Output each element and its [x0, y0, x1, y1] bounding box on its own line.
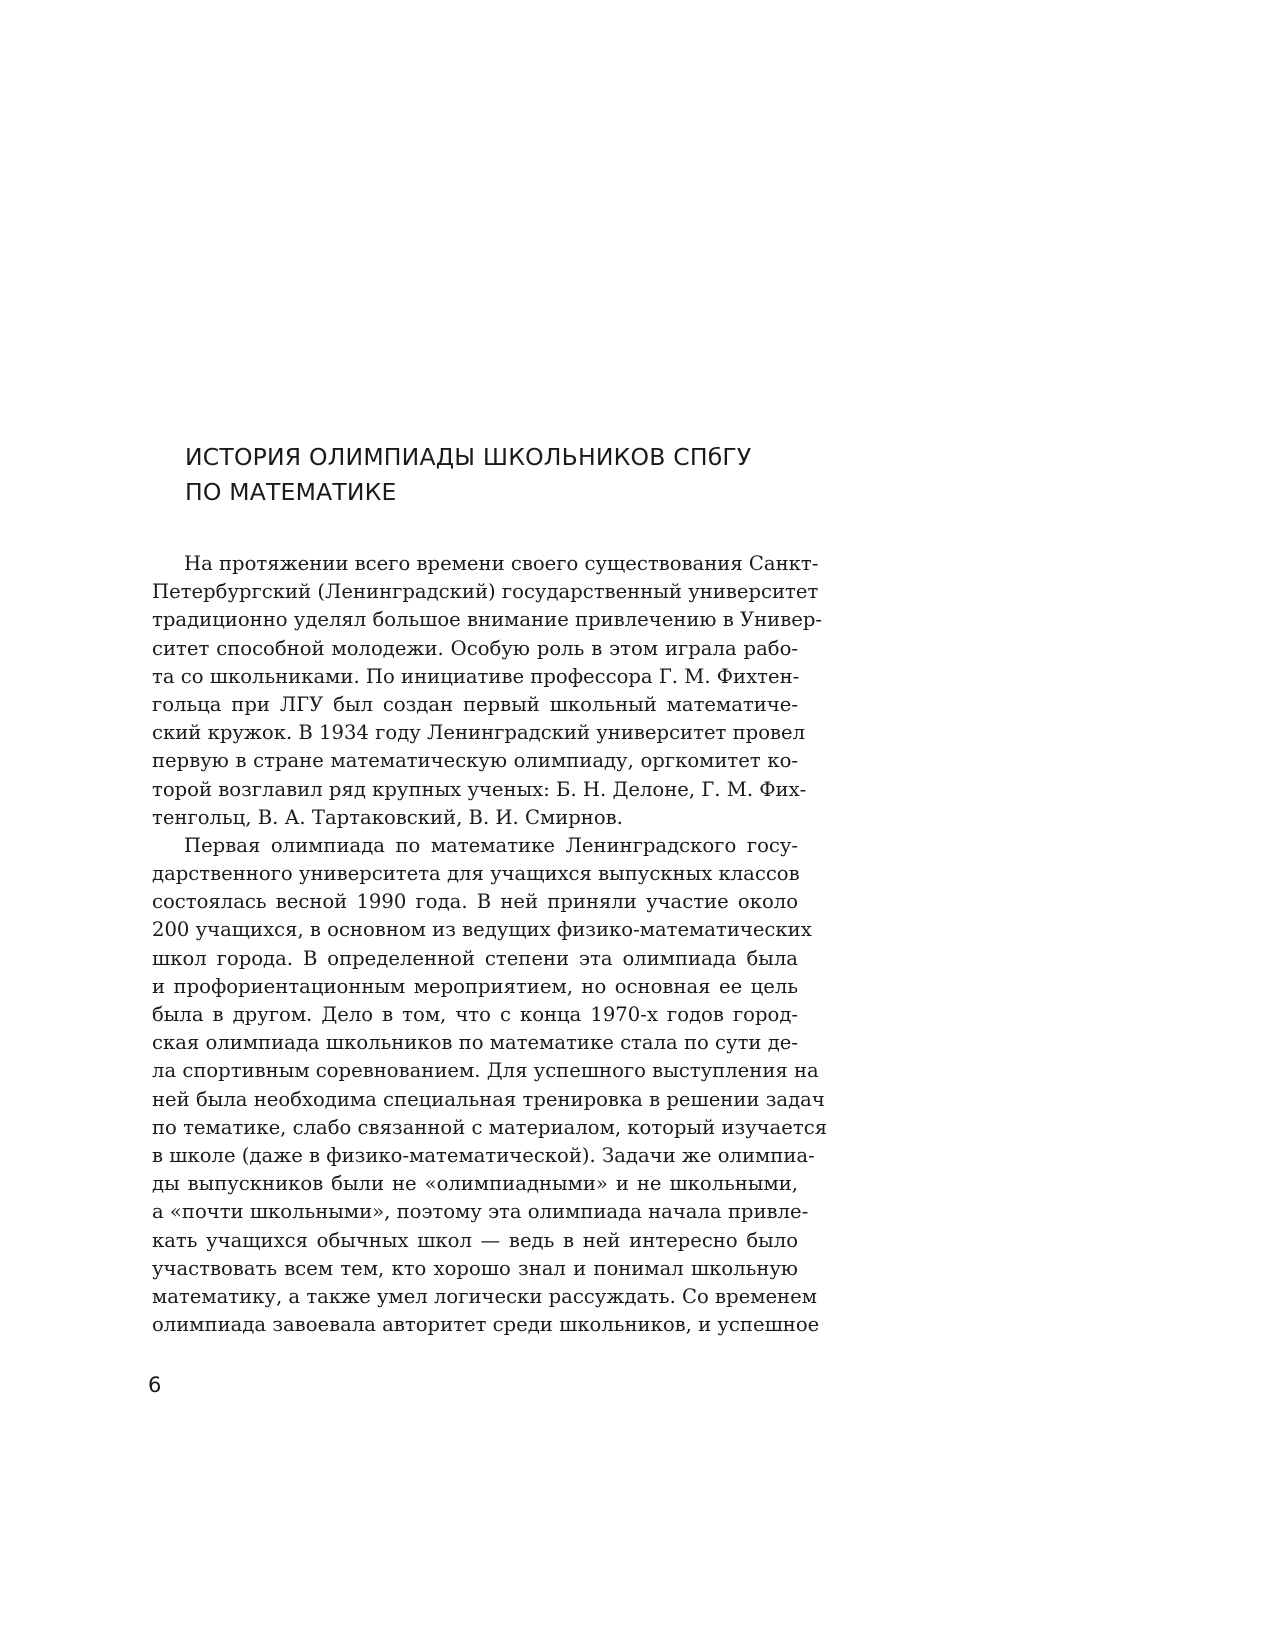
- text-line: была в другом. Дело в том, что с конца 1970-х годов город-: [152, 1003, 798, 1026]
- text-line: состоялась весной 1990 года. В ней приняли участие около: [152, 890, 798, 914]
- text-line: тенгольц, В. А. Тартаковский, В. И. Смирнов.: [152, 805, 623, 829]
- text-line: ская олимпиада школьников по математике стала по сути де-: [152, 1031, 798, 1055]
- text-line: На протяжении всего времени своего существования Санкт-: [184, 552, 819, 575]
- text-line: в школе (даже в физико-математической). Задачи же олимпиа-: [152, 1143, 815, 1167]
- chapter-title-line: ПО МАТЕМАТИКЕ: [185, 478, 397, 506]
- text-line: ский кружок. В 1934 году Ленинградский университет провел: [152, 721, 806, 745]
- text-line: 200 учащихся, в основном из ведущих физико-математических: [152, 918, 812, 942]
- text-line: по тематике, слабо связанной с материалом, который изучается: [152, 1115, 828, 1139]
- text-line: традиционно уделял большое внимание привлечению в Универ-: [152, 608, 823, 632]
- text-line: кать учащихся обычных школ — ведь в ней интересно было: [152, 1228, 798, 1252]
- text-line: школ города. В определенной степени эта олимпиада была: [152, 946, 798, 970]
- text-line: торой возглавил ряд крупных ученых: Б. Н. Делоне, Г. М. Фих-: [152, 777, 807, 801]
- text-line: та со школьниками. По инициативе профессора Г. М. Фихтен-: [152, 664, 800, 688]
- text-line: Первая олимпиада по математике Ленинградского госу-: [184, 833, 798, 857]
- text-line: олимпиада завоевала авторитет среди школьников, и успешное: [152, 1313, 820, 1337]
- text-line: ситет способной молодежи. Особую роль в этом играла рабо-: [152, 636, 798, 660]
- text-line: дарственного университета для учащихся выпускных классов: [152, 862, 800, 886]
- text-line: ней была необходима специальная тренировка в решении задач: [152, 1087, 825, 1111]
- chapter-title-line: ИСТОРИЯ ОЛИМПИАДЫ ШКОЛЬНИКОВ СПбГУ: [185, 443, 752, 471]
- text-line: и профориентационным мероприятием, но основная ее цель: [152, 974, 798, 998]
- text-line: гольца при ЛГУ был создан первый школьный математиче-: [152, 692, 798, 716]
- text-line: первую в стране математическую олимпиаду, оргкомитет ко-: [152, 749, 798, 773]
- paragraph-1: [152, 550, 823, 832]
- chapter-title: [185, 440, 825, 510]
- text-line: участвовать всем тем, кто хорошо знал и понимал школьную: [152, 1256, 798, 1280]
- text-line: математику, а также умел логически рассуждать. Со временем: [152, 1284, 817, 1308]
- text-line: ла спортивным соревнованием. Для успешного выступления на: [152, 1059, 819, 1083]
- text-line: Петербургский (Ленинградский) государственный университет: [152, 580, 819, 604]
- text-line: ды выпускников были не «олимпиадными» и не школьными,: [152, 1172, 798, 1196]
- body-text: [152, 550, 828, 1339]
- paragraph-2: [152, 832, 828, 1339]
- text-line: а «почти школьными», поэтому эта олимпиада начала привле-: [152, 1200, 809, 1224]
- page-number: 6: [148, 1373, 162, 1397]
